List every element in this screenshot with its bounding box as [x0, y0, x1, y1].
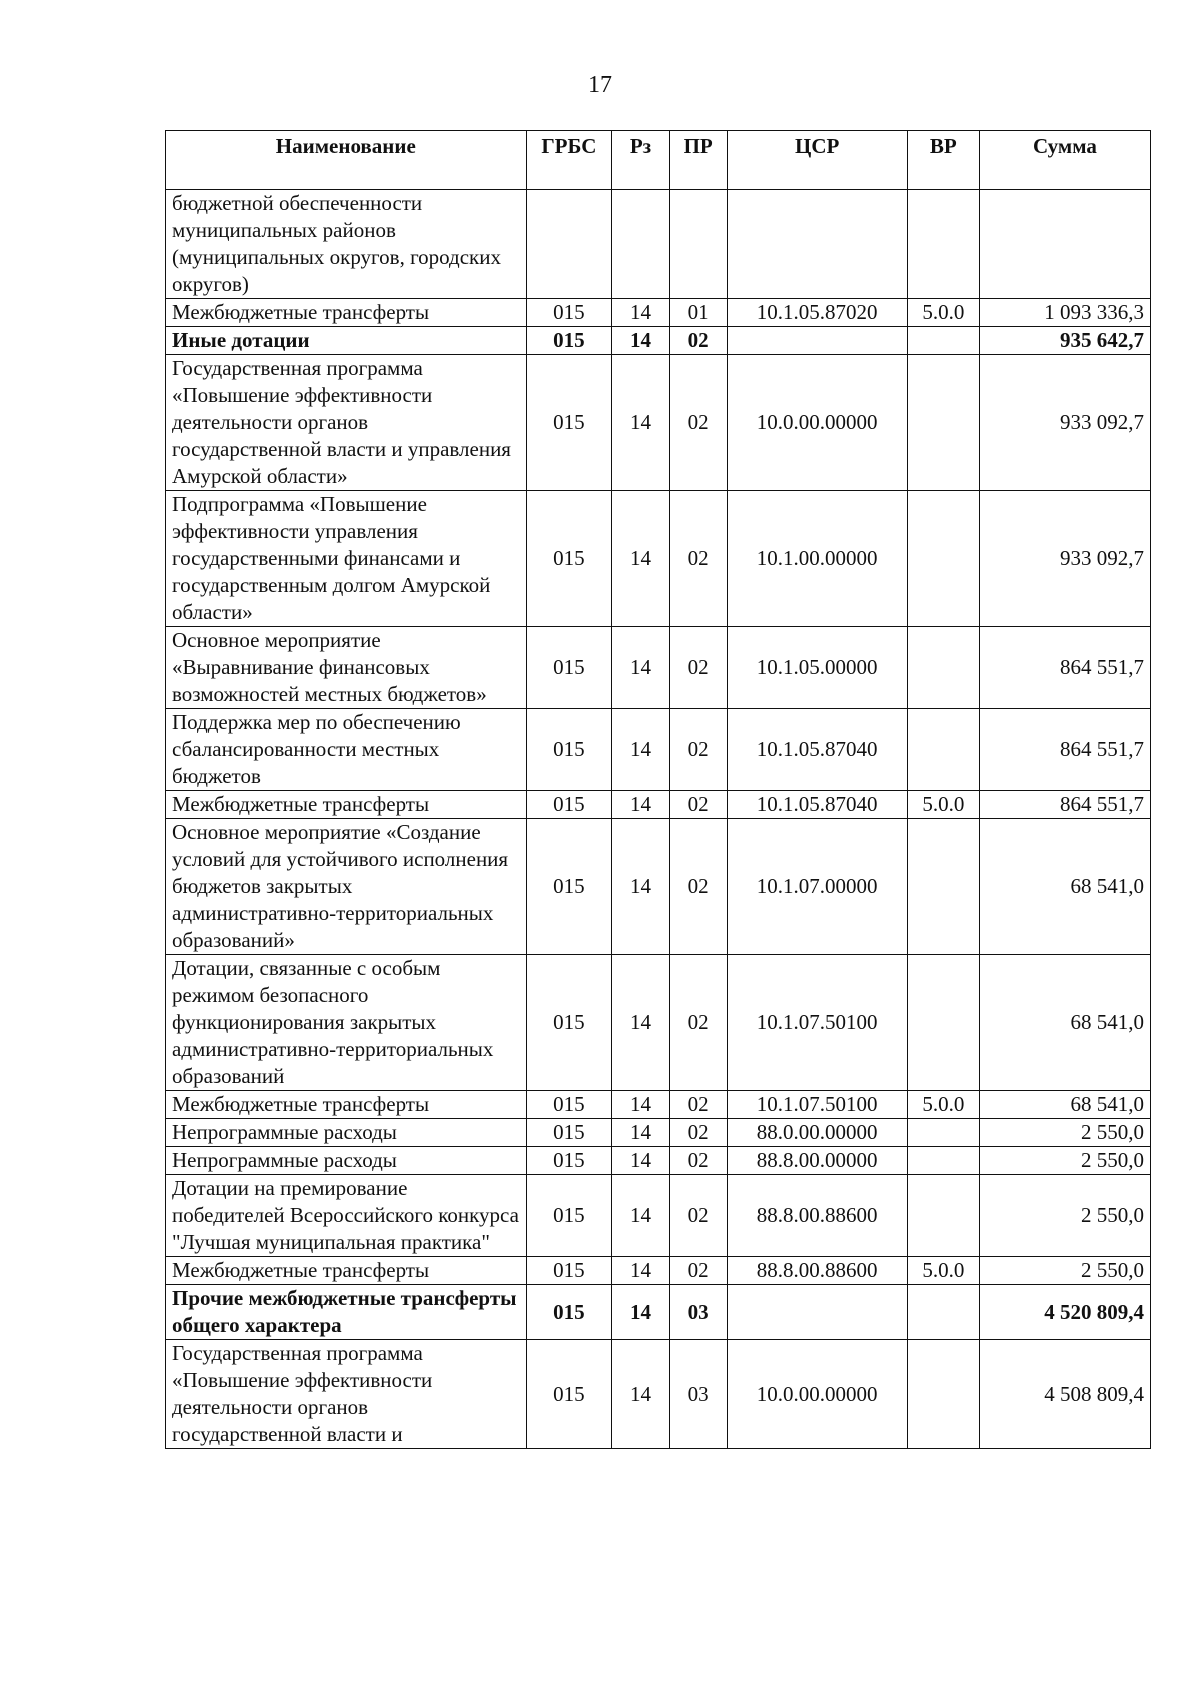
table-row	[166, 355, 1151, 491]
table-header-row	[166, 131, 1151, 190]
cell-name: Государственная программа «Повышение эффективности деятельности органов государственной власти и управления Амурской области»	[166, 355, 527, 491]
cell-name: Подпрограмма «Повышение эффективности управления государственными финансами и государственным долгом Амурской области»	[166, 491, 527, 627]
cell-grbs: 015	[526, 1285, 612, 1340]
cell-sum: 933 092,7	[979, 355, 1150, 491]
cell-csr: 10.1.05.87040	[727, 709, 907, 791]
cell-vr	[907, 1119, 979, 1147]
cell-name: Непрограммные расходы	[166, 1119, 527, 1147]
cell-vr	[907, 955, 979, 1091]
cell-pr: 02	[669, 327, 727, 355]
table-row	[166, 1147, 1151, 1175]
cell-csr: 88.0.00.00000	[727, 1119, 907, 1147]
cell-rz: 14	[612, 1340, 670, 1449]
cell-grbs: 015	[526, 355, 612, 491]
cell-name: Межбюджетные трансферты	[166, 1257, 527, 1285]
table-row	[166, 1285, 1151, 1340]
cell-vr	[907, 627, 979, 709]
cell-pr	[669, 190, 727, 299]
cell-rz: 14	[612, 709, 670, 791]
cell-rz: 14	[612, 327, 670, 355]
cell-csr: 10.1.07.00000	[727, 819, 907, 955]
header-grbs: ГРБС	[526, 131, 612, 190]
cell-grbs: 015	[526, 791, 612, 819]
cell-grbs: 015	[526, 709, 612, 791]
cell-sum: 68 541,0	[979, 1091, 1150, 1119]
cell-name: Прочие межбюджетные трансферты общего характера	[166, 1285, 527, 1340]
cell-csr: 88.8.00.88600	[727, 1175, 907, 1257]
cell-csr	[727, 327, 907, 355]
cell-pr: 02	[669, 491, 727, 627]
table-row	[166, 1119, 1151, 1147]
cell-pr: 02	[669, 1147, 727, 1175]
cell-sum: 2 550,0	[979, 1147, 1150, 1175]
table-row	[166, 190, 1151, 299]
cell-csr: 10.1.05.87020	[727, 299, 907, 327]
table-row	[166, 1175, 1151, 1257]
cell-rz: 14	[612, 1175, 670, 1257]
cell-grbs: 015	[526, 627, 612, 709]
cell-pr: 02	[669, 627, 727, 709]
cell-csr: 88.8.00.00000	[727, 1147, 907, 1175]
cell-grbs: 015	[526, 491, 612, 627]
cell-pr: 02	[669, 955, 727, 1091]
cell-csr	[727, 1285, 907, 1340]
cell-pr: 02	[669, 1257, 727, 1285]
cell-name: Государственная программа «Повышение эффективности деятельности органов государственной власти и	[166, 1340, 527, 1449]
cell-name: Основное мероприятие «Выравнивание финансовых возможностей местных бюджетов»	[166, 627, 527, 709]
cell-name: Межбюджетные трансферты	[166, 791, 527, 819]
cell-sum: 68 541,0	[979, 819, 1150, 955]
page-number: 17	[588, 72, 612, 98]
cell-vr: 5.0.0	[907, 299, 979, 327]
cell-grbs: 015	[526, 1147, 612, 1175]
cell-sum	[979, 190, 1150, 299]
cell-csr	[727, 190, 907, 299]
cell-rz: 14	[612, 491, 670, 627]
cell-pr: 02	[669, 709, 727, 791]
cell-rz: 14	[612, 627, 670, 709]
cell-vr	[907, 1285, 979, 1340]
cell-name: Поддержка мер по обеспечению сбалансированности местных бюджетов	[166, 709, 527, 791]
header-sum: Сумма	[979, 131, 1150, 190]
cell-csr: 10.1.05.00000	[727, 627, 907, 709]
cell-pr: 02	[669, 1175, 727, 1257]
cell-vr	[907, 355, 979, 491]
cell-csr: 88.8.00.88600	[727, 1257, 907, 1285]
cell-sum: 4 508 809,4	[979, 1340, 1150, 1449]
cell-csr: 10.0.00.00000	[727, 1340, 907, 1449]
table-row	[166, 627, 1151, 709]
cell-sum: 1 093 336,3	[979, 299, 1150, 327]
table-row	[166, 491, 1151, 627]
cell-grbs: 015	[526, 1119, 612, 1147]
cell-grbs: 015	[526, 1091, 612, 1119]
table-row	[166, 819, 1151, 955]
cell-sum: 935 642,7	[979, 327, 1150, 355]
cell-pr: 02	[669, 1091, 727, 1119]
cell-grbs: 015	[526, 819, 612, 955]
cell-rz: 14	[612, 955, 670, 1091]
cell-rz: 14	[612, 1285, 670, 1340]
cell-sum: 2 550,0	[979, 1119, 1150, 1147]
cell-name: бюджетной обеспеченности муниципальных районов (муниципальных округов, городских округов)	[166, 190, 527, 299]
cell-name: Дотации на премирование победителей Всероссийского конкурса "Лучшая муниципальная практика"	[166, 1175, 527, 1257]
cell-sum: 864 551,7	[979, 709, 1150, 791]
cell-name: Межбюджетные трансферты	[166, 1091, 527, 1119]
cell-sum: 2 550,0	[979, 1257, 1150, 1285]
cell-rz: 14	[612, 1257, 670, 1285]
cell-vr	[907, 327, 979, 355]
cell-grbs: 015	[526, 327, 612, 355]
cell-name: Непрограммные расходы	[166, 1147, 527, 1175]
cell-grbs: 015	[526, 1257, 612, 1285]
cell-name: Основное мероприятие «Создание условий для устойчивого исполнения бюджетов закрытых административно-территориальных образований»	[166, 819, 527, 955]
budget-table	[165, 130, 1151, 1449]
cell-name: Межбюджетные трансферты	[166, 299, 527, 327]
table-row	[166, 791, 1151, 819]
cell-rz: 14	[612, 299, 670, 327]
cell-vr	[907, 190, 979, 299]
cell-vr: 5.0.0	[907, 791, 979, 819]
header-csr: ЦСР	[727, 131, 907, 190]
cell-rz: 14	[612, 1091, 670, 1119]
cell-csr: 10.1.07.50100	[727, 955, 907, 1091]
cell-grbs: 015	[526, 955, 612, 1091]
cell-rz	[612, 190, 670, 299]
cell-pr: 03	[669, 1285, 727, 1340]
header-pr: ПР	[669, 131, 727, 190]
cell-sum: 864 551,7	[979, 791, 1150, 819]
cell-grbs	[526, 190, 612, 299]
table-row	[166, 1257, 1151, 1285]
cell-vr	[907, 1175, 979, 1257]
cell-pr: 02	[669, 355, 727, 491]
cell-pr: 02	[669, 791, 727, 819]
cell-vr	[907, 491, 979, 627]
cell-csr: 10.0.00.00000	[727, 355, 907, 491]
cell-rz: 14	[612, 819, 670, 955]
cell-pr: 02	[669, 819, 727, 955]
header-rz: Рз	[612, 131, 670, 190]
cell-vr	[907, 1340, 979, 1449]
cell-vr: 5.0.0	[907, 1091, 979, 1119]
cell-vr	[907, 709, 979, 791]
table-row	[166, 1091, 1151, 1119]
cell-grbs: 015	[526, 299, 612, 327]
cell-sum: 864 551,7	[979, 627, 1150, 709]
cell-sum: 68 541,0	[979, 955, 1150, 1091]
header-vr: ВР	[907, 131, 979, 190]
table-row	[166, 709, 1151, 791]
cell-csr: 10.1.00.00000	[727, 491, 907, 627]
cell-pr: 02	[669, 1119, 727, 1147]
table-row	[166, 327, 1151, 355]
cell-vr	[907, 1147, 979, 1175]
header-name: Наименование	[166, 131, 527, 190]
cell-sum: 2 550,0	[979, 1175, 1150, 1257]
cell-sum: 4 520 809,4	[979, 1285, 1150, 1340]
table-row	[166, 955, 1151, 1091]
cell-csr: 10.1.07.50100	[727, 1091, 907, 1119]
table-row	[166, 299, 1151, 327]
cell-rz: 14	[612, 1147, 670, 1175]
cell-pr: 03	[669, 1340, 727, 1449]
cell-csr: 10.1.05.87040	[727, 791, 907, 819]
cell-rz: 14	[612, 355, 670, 491]
cell-rz: 14	[612, 1119, 670, 1147]
cell-vr: 5.0.0	[907, 1257, 979, 1285]
cell-name: Иные дотации	[166, 327, 527, 355]
cell-grbs: 015	[526, 1175, 612, 1257]
table-body	[166, 190, 1151, 1449]
table-row	[166, 1340, 1151, 1449]
cell-pr: 01	[669, 299, 727, 327]
cell-name: Дотации, связанные с особым режимом безопасного функционирования закрытых административно-территориальных образований	[166, 955, 527, 1091]
cell-sum: 933 092,7	[979, 491, 1150, 627]
cell-grbs: 015	[526, 1340, 612, 1449]
cell-rz: 14	[612, 791, 670, 819]
cell-vr	[907, 819, 979, 955]
